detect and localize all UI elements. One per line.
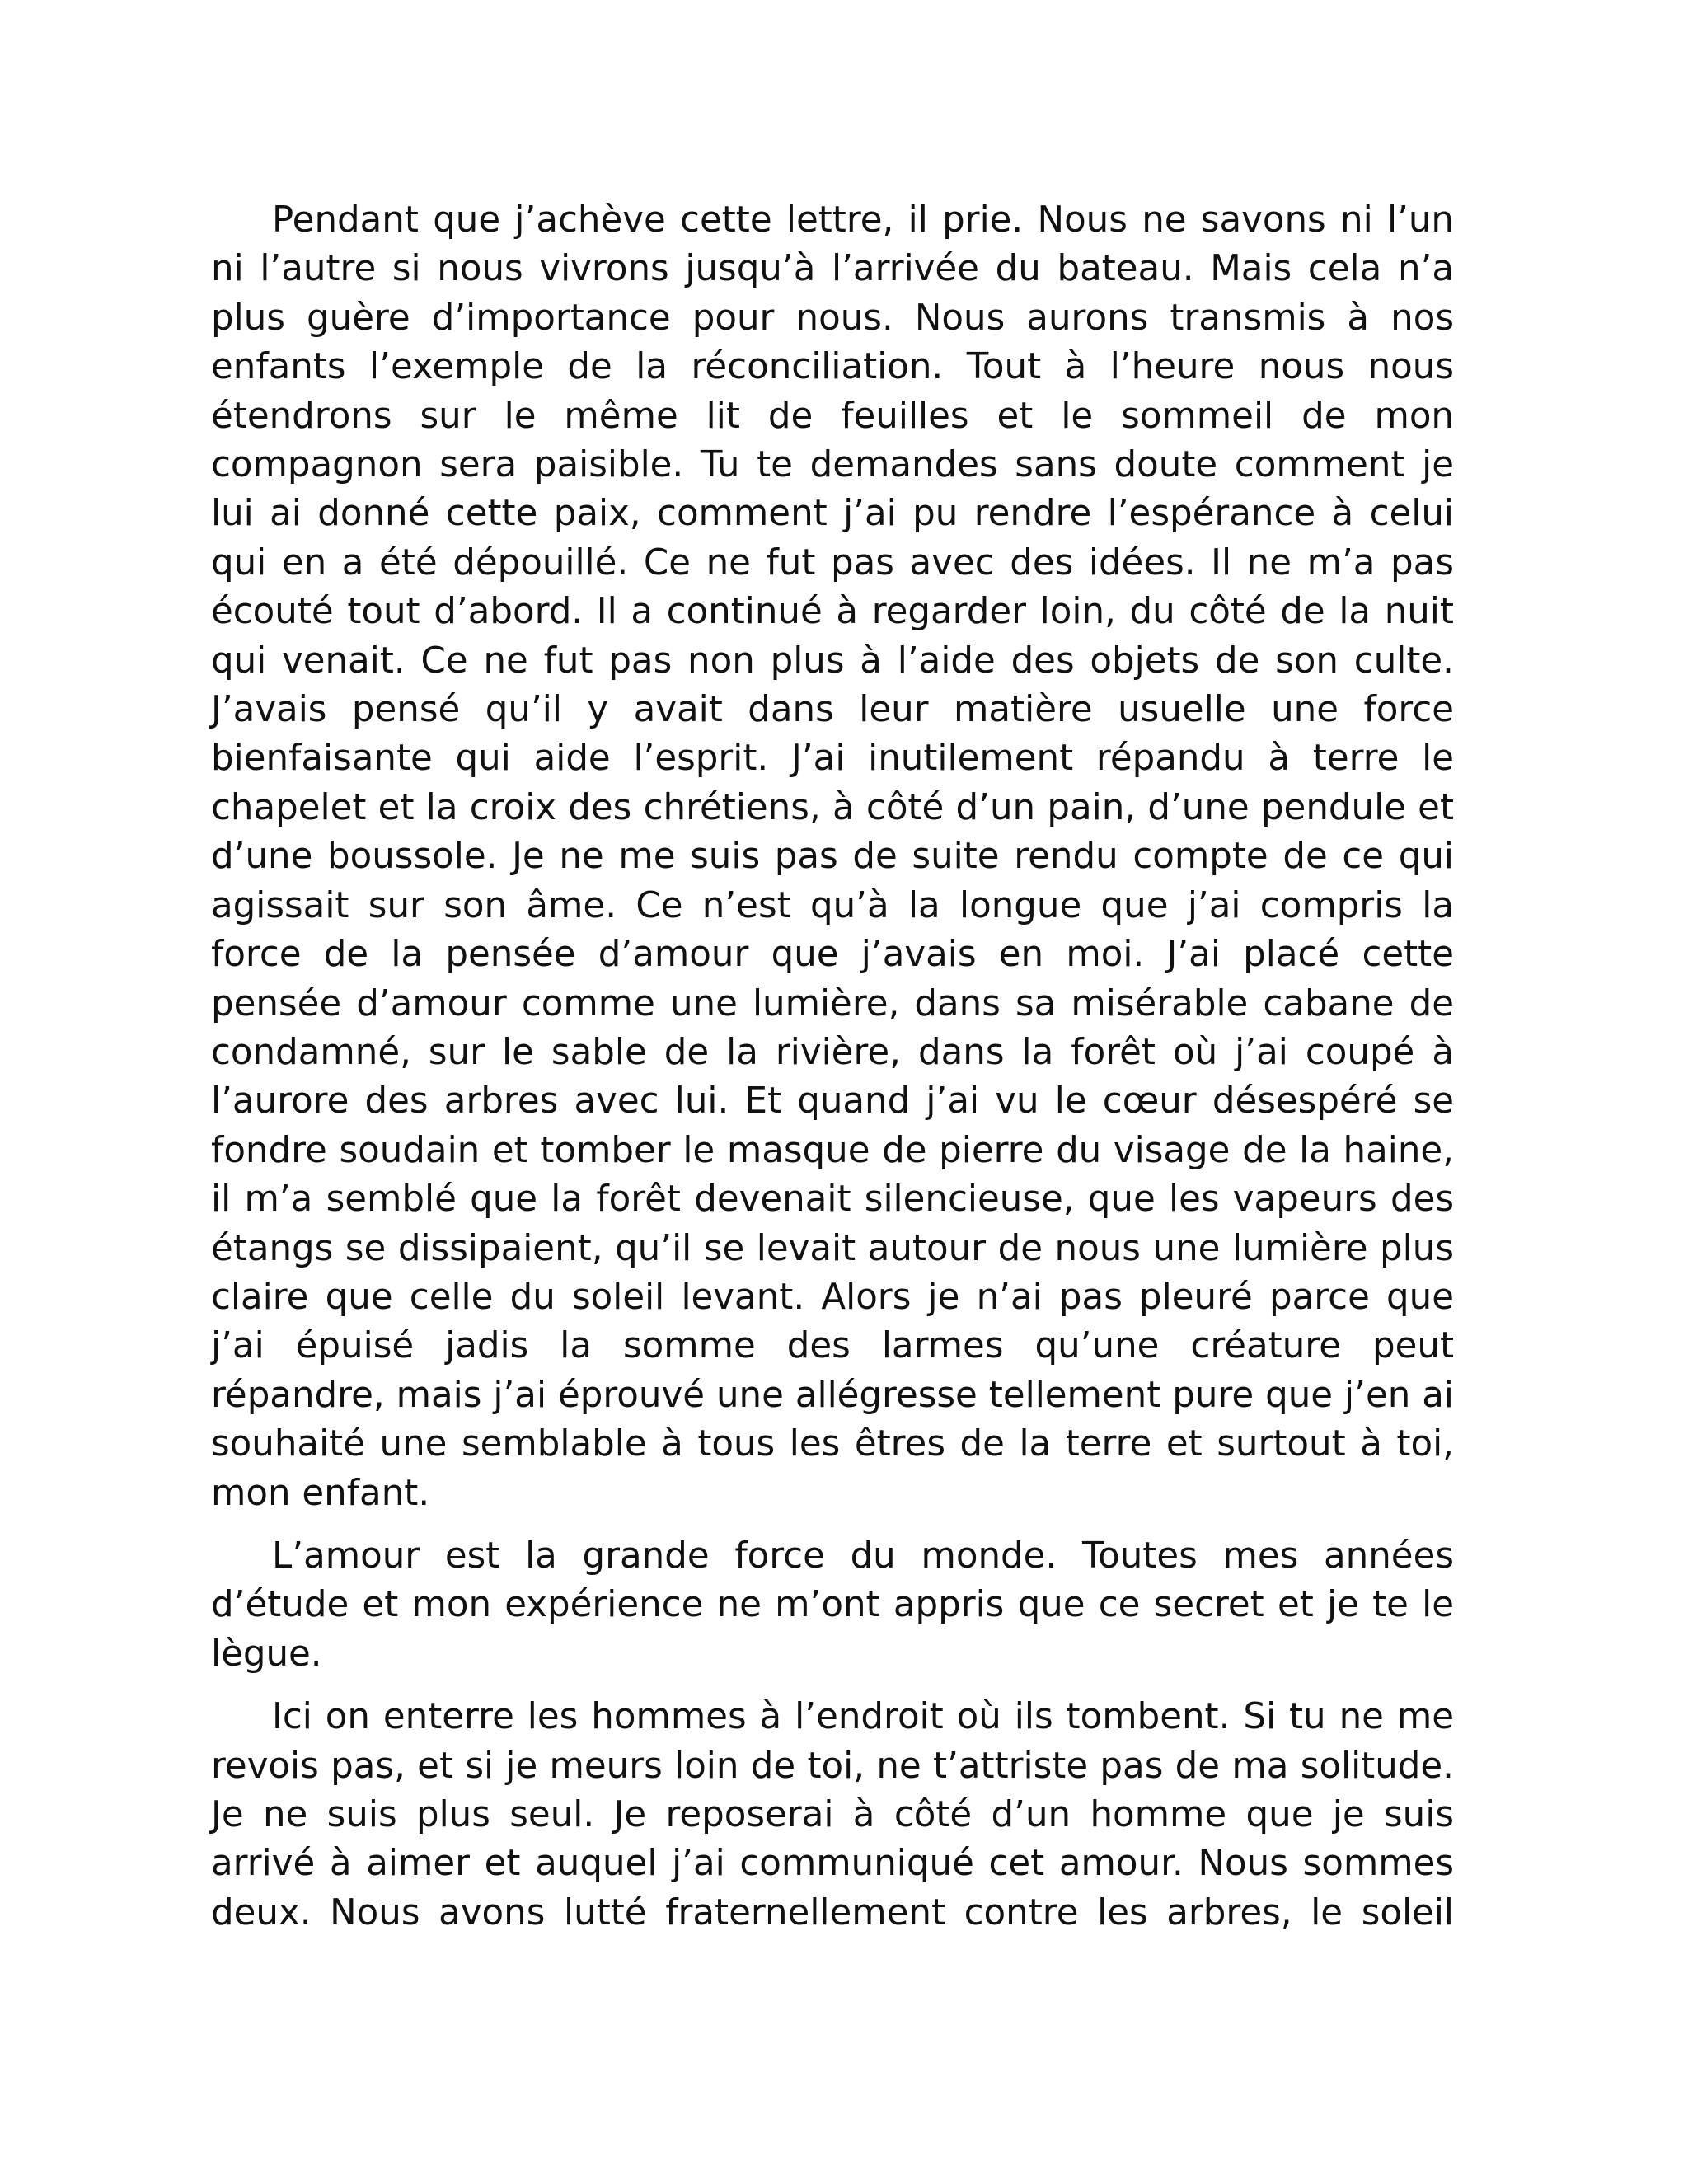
paragraph-3: Ici on enterre les hommes à l’endroit où ils tombent. Si tu ne me revois pas, et si je meurs loin de toi, ne t’attriste pas de ma solitude. Je ne suis plus seul. Je reposerai à côté d’un homme que je suis arrivé à aimer et auquel j’ai communiqué cet amour. Nous sommes deux. Nous avons lutté fraternellement contre les arbres, le soleil — [211, 1696, 1454, 1933]
document-body — [211, 196, 1454, 1938]
paragraph-1: Pendant que j’achève cette lettre, il prie. Nous ne savons ni l’un ni l’autre si nous vivrons jusqu’à l’arrivée du bateau. Mais cela n’a plus guère d’importance pour nous. Nous aurons transmis à nos enfants l’exemple de la réconciliation. Tout à l’heure nous nous étendrons sur le même lit de feuilles et le sommeil de mon compagnon sera paisible. Tu te demandes sans doute comment je lui ai donné cette paix, comment j’ai pu rendre l’espérance à celui qui en a été dépouillé. Ce ne fut pas avec des idées. Il ne m’a pas écouté tout d’abord. Il a continué à regarder loin, du côté de la nuit qui venait. Ce ne fut pas non plus à l’aide des objets de son culte. J’avais pensé qu’il y avait dans leur matière usuelle une force bienfaisante qui aide l’esprit. J’ai inutilement répandu à terre le chapelet et la croix des chrétiens, à côté d’un pain, d’une pendule et d’une boussole. Je ne me suis pas de suite rendu compte de ce qui agissait sur son âme. Ce n’est qu’à la longue que j’ai compris la force de la pensée d’amour que j’avais en moi. J’ai placé cette pensée d’amour comme une lumière, dans sa misérable cabane de condamné, sur le sable de la rivière, dans la forêt où j’ai coupé à l’aurore des arbres avec lui. Et quand j’ai vu le cœur désespéré se fondre soudain et tomber le masque de pierre du visage de la haine, il m’a semblé que la forêt devenait silencieuse, que les vapeurs des étangs se dissipaient, qu’il se levait autour de nous une lumière plus claire que celle du soleil levant. Alors je n’ai pas pleuré parce que j’ai épuisé jadis la somme des larmes qu’une créature peut répandre, mais j’ai éprouvé une allégresse tellement pure que j’en ai souhaité une semblable à tous les êtres de la terre et surtout à toi, mon enfant. — [211, 199, 1454, 1514]
paragraph-2: L’amour est la grande force du monde. Toutes mes années d’étude et mon expérience ne m’ont appris que ce secret et je te le lègue. — [211, 1535, 1454, 1675]
